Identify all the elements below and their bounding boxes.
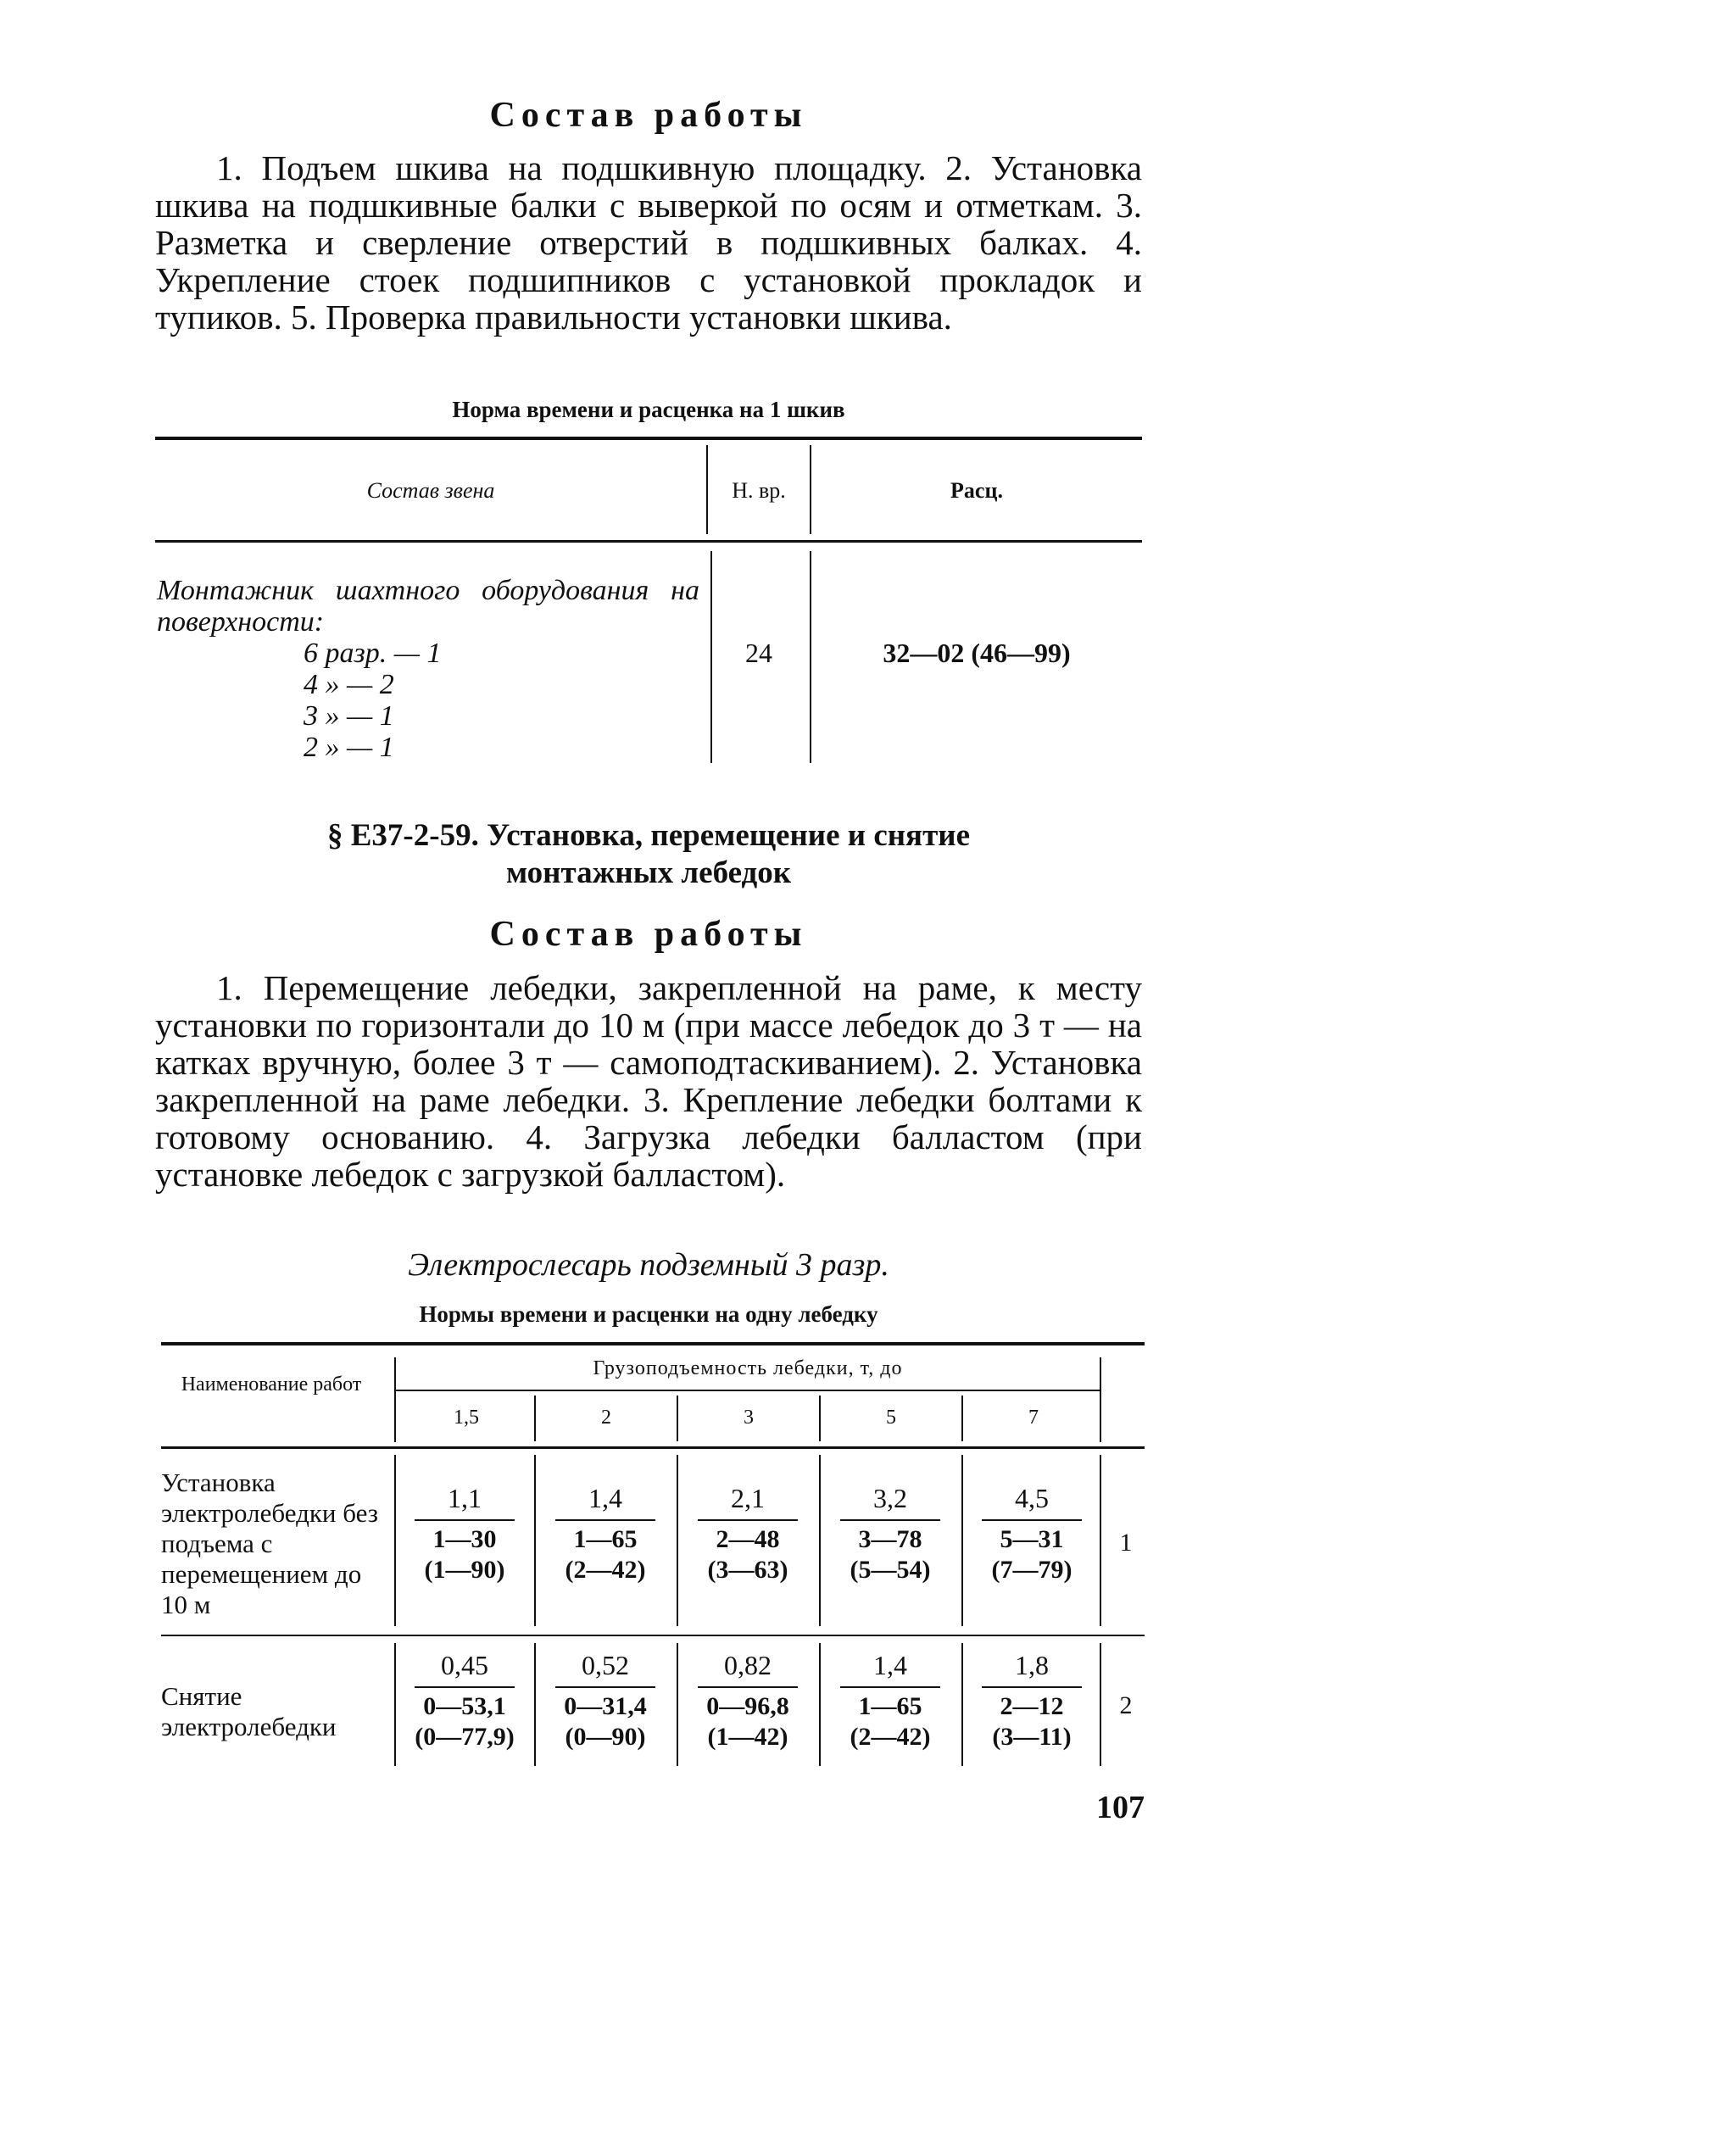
norm-cell	[542, 1649, 669, 1752]
fraction-line	[415, 1519, 515, 1521]
crew-grade: 4 » — 2	[304, 669, 394, 700]
crew-grade: 6 разр. — 1	[304, 638, 442, 669]
row-number: 2	[1119, 1691, 1133, 1719]
column-divider	[1100, 1357, 1101, 1442]
crew-composition: Монтажник шахтного оборудования на поверхности:	[157, 575, 699, 638]
row-name: Снятие электролебедки	[161, 1681, 337, 1741]
worker-grade: Электрослесарь подземный 3 разр.	[408, 1247, 889, 1283]
column-divider	[677, 1643, 678, 1766]
norm-cell	[968, 1482, 1095, 1585]
time-value: 1,8	[1015, 1650, 1049, 1680]
table-top-rule	[155, 437, 1142, 440]
time-value: 1,1	[448, 1483, 482, 1513]
norm-cell	[684, 1649, 811, 1752]
capacity-header: 5	[886, 1407, 896, 1429]
rate-value: 2—12	[1000, 1692, 1064, 1720]
column-header-norm: Н. вр.	[732, 478, 786, 503]
crew-grade: 3 » — 1	[304, 700, 394, 732]
rate-value: (1—42)	[707, 1723, 788, 1751]
row-name: Установка электролебедки без подъема с перемещением до 10 м	[161, 1468, 379, 1619]
column-divider	[961, 1396, 963, 1441]
norm-cell	[827, 1482, 954, 1585]
norm-cell	[542, 1482, 669, 1585]
rate-value: 2—48	[716, 1525, 780, 1553]
time-value: 2,1	[731, 1483, 765, 1513]
column-divider	[961, 1643, 963, 1766]
column-divider	[819, 1643, 821, 1766]
fraction-line	[982, 1686, 1082, 1688]
column-divider	[961, 1455, 963, 1626]
time-value: 1,4	[588, 1483, 622, 1513]
rate-value: (0—77,9)	[415, 1723, 515, 1751]
fraction-line	[415, 1686, 515, 1688]
fraction-line	[840, 1519, 940, 1521]
column-divider	[819, 1396, 821, 1441]
column-divider	[534, 1643, 536, 1766]
rate-value: 0—96,8	[706, 1692, 789, 1720]
time-value: 3,2	[873, 1483, 907, 1513]
rate-value: 1—65	[573, 1525, 638, 1553]
column-header-name: Наименование работ	[181, 1373, 362, 1396]
fraction-line	[840, 1686, 940, 1688]
section-heading: Состав работы	[489, 915, 808, 954]
rate-value: (0—90)	[565, 1723, 646, 1751]
rate-value: (2—42)	[850, 1723, 931, 1751]
rate-value: 0—53,1	[423, 1692, 506, 1720]
section-title: § Е37-2-59. Установка, перемещение и снятие	[327, 818, 970, 853]
norm-cell	[401, 1482, 528, 1585]
rate-value: 1—65	[858, 1692, 922, 1720]
page-number: 107	[1096, 1790, 1145, 1825]
fraction-line	[982, 1519, 1082, 1521]
rate-value: 3—78	[858, 1525, 922, 1553]
norm-cell	[968, 1649, 1095, 1752]
column-header-rate: Расц.	[950, 478, 1003, 503]
column-divider	[677, 1455, 678, 1626]
rate-value: (3—63)	[707, 1556, 788, 1584]
table-header-rule	[155, 540, 1142, 543]
column-divider	[394, 1643, 396, 1766]
row-divider	[161, 1635, 1145, 1636]
norm-cell	[827, 1649, 954, 1752]
table-header-rule	[161, 1446, 1145, 1449]
fraction-line	[698, 1519, 798, 1521]
column-divider	[677, 1396, 678, 1441]
norm-table	[155, 437, 1142, 767]
time-value: 0,45	[441, 1650, 488, 1680]
group-header-capacity: Грузоподъемность лебедки, т, до	[593, 1357, 903, 1379]
column-divider	[819, 1455, 821, 1626]
table-caption: Нормы времени и расценки на одну лебедку	[419, 1301, 878, 1327]
time-value: 4,5	[1015, 1483, 1049, 1513]
table-top-rule	[161, 1342, 1145, 1345]
row-number: 1	[1119, 1529, 1133, 1557]
capacity-header: 1,5	[454, 1407, 479, 1429]
crew-grade: 2 » — 1	[304, 732, 394, 763]
rate-value: (2—42)	[565, 1556, 646, 1584]
time-value: 0,52	[582, 1650, 629, 1680]
rate-value: 32—02 (46—99)	[883, 638, 1071, 668]
rate-value: 1—30	[432, 1525, 497, 1553]
column-divider	[1100, 1643, 1101, 1766]
time-value: 1,4	[873, 1650, 907, 1680]
column-header-composition: Состав звена	[366, 478, 495, 503]
rate-value: (3—11)	[992, 1723, 1072, 1751]
column-divider	[1100, 1455, 1101, 1626]
capacity-header: 7	[1028, 1407, 1039, 1429]
fraction-line	[698, 1686, 798, 1688]
work-description: 1. Перемещение лебедки, закрепленной на раме, к месту установки по горизонтали до 10 м (при массе лебедок до 3 т — на катках вручную, более 3 т — самоподтаскиванием). 2. Установка закрепленной на раме лебедки. 3. Крепление лебедки болтами к готовому основанию. 4. Загрузка лебедки балластом (при установке лебедок с загрузкой балластом).	[155, 968, 1142, 1194]
column-divider	[534, 1455, 536, 1626]
section-heading: Состав работы	[489, 96, 808, 135]
rate-value: 5—31	[1000, 1525, 1064, 1553]
time-value: 0,82	[724, 1650, 772, 1680]
rate-value: 0—31,4	[564, 1692, 647, 1720]
work-description: 1. Подъем шкива на подшкивную площадку. 2. Установка шкива на подшкивные балки с выверкой по осям и отметкам. 3. Разметка и сверление отверстий в подшкивных балках. 4. Укрепление стоек подшипников с установкой прокладок и тупиков. 5. Проверка правильности установки шкива.	[155, 148, 1142, 337]
capacity-header: 3	[744, 1407, 754, 1429]
rate-value: (7—79)	[991, 1556, 1072, 1584]
norm-value: 24	[745, 638, 772, 668]
rate-value: (5—54)	[850, 1556, 931, 1584]
rate-value: (1—90)	[424, 1556, 505, 1584]
fraction-line	[555, 1519, 655, 1521]
column-divider	[394, 1455, 396, 1626]
table-caption: Норма времени и расценка на 1 шкив	[452, 397, 845, 422]
winch-norms-table	[161, 1342, 1145, 1770]
norm-cell	[401, 1649, 528, 1752]
column-divider	[534, 1396, 536, 1441]
norm-cell	[684, 1482, 811, 1585]
capacity-header: 2	[601, 1407, 611, 1429]
fraction-line	[555, 1686, 655, 1688]
group-header-rule	[396, 1390, 1100, 1391]
section-title: монтажных лебедок	[505, 855, 792, 890]
